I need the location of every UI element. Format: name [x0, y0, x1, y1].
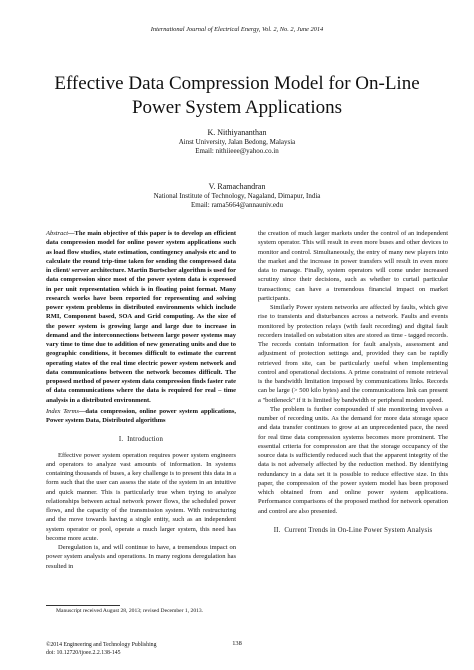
author-email: Email: nithiieee@yahoo.co.in: [195, 147, 279, 156]
author-name: V. Ramachandran: [208, 182, 266, 191]
author-affiliation: Ainst University, Jalan Bedong, Malaysia: [178, 137, 296, 146]
abstract-label: Abstract: [46, 230, 69, 237]
abstract: [46, 229, 236, 405]
author-block-1: [0, 128, 474, 157]
index-terms-label: Index Terms: [46, 407, 79, 415]
body-paragraph-1: the creation of much larger markets under the control of an independent system operator. This will result in even more buses and other devices to monitor and control. Simultaneously, the entry of many new players into the market and the increase in power transfers will result in even more data to manage. Finally, system operators will come under increased scrutiny since their decisions, such as whether to curtail particular transactions; can have a tremendous financial impact on market participants.: [258, 230, 448, 302]
index-terms: [46, 407, 236, 426]
copyright-text: ©2014 Engineering and Technology Publishing: [46, 642, 157, 648]
section-heading-current-trends: II. Current Trends in On-Line Power System Analysis: [273, 526, 433, 534]
journal-header: International Journal of Electrical Energy, Vol. 2, No. 2, June 2014: [150, 26, 324, 33]
author-affiliation: National Institute of Technology, Nagaland, Dimapur, India: [153, 191, 321, 200]
right-column: [258, 229, 448, 541]
doi-text: doi: 10.12720/ijoee.2.2.138-145: [46, 650, 121, 656]
index-terms-text: —data compression, online power system applications, Power system Data, Distributed algorithms: [46, 407, 236, 424]
author-name: K. Nithiyananthan: [207, 128, 267, 137]
manuscript-footnote: Manuscript received August 28, 2013; revised December 1, 2013.: [56, 608, 204, 614]
author-email: Email: rama5664@annauniv.edu: [191, 201, 283, 210]
body-paragraph-2: Similarly Power system networks are affected by faults, which give rise to transients and disturbances across a network. Faults and events monitored by protection relays (with fault recording) and digital fault recorders installed on substation sites are stored as time - tagged records. The records contain information for fault analysis, assessment and adjustment of protection settings and, provided they can be rapidly retrieved from site, can be particularly useful when implementing control and operational decisions. A prime constraint of remote retrieval is the bandwidth limitation imposed by communications links. Records can be large (> 500 kilo bytes) and the communications link can present a "bottleneck" if it is limited by bandwidth or peripheral modem speed.: [258, 304, 448, 404]
left-column: [46, 229, 236, 571]
body-paragraph-3: The problem is further compounded if site monitoring involves a number of recording units. As the demand for more data storage space and data transfer continues to grow at an unprecedented pace, the need for real time data compression systems becomes more prominent. The essential criteria for compression are that the storage occupancy of the source data is sufficiently reduced such that the apparent integrity of the data is not adversely affected by the reduction method. By identifying redundancy in a data set it is possible to reduce effective size. In this paper, the compression of the power system model has been proposed which obtained from and online power system applications. Performance comparisons of the proposed method for network operation and control are also presented.: [258, 405, 448, 515]
footnote-divider: [46, 605, 120, 606]
page-number: 138: [232, 640, 242, 647]
paper-title: Effective Data Compression Model for On-Line Power System Applications: [54, 73, 420, 118]
intro-paragraph-2: Deregulation is, and will continue to have, a tremendous impact on power system analysis and operations. In many regions deregulation has resulted in: [46, 544, 236, 570]
author-block-2: [0, 182, 474, 211]
section-heading-introduction: I. Introduction: [118, 436, 164, 444]
abstract-text: —The main objective of this paper is to develop an efficient data compression model for online power system applications such as load flow studies, state estimation, contingency analysis etc and to calculate the round trip-time taken for sending the compressed data in client/ server architecture. Martin Burtscher algorithm is used for data compression since most of the power system data is expressed in per unit representation which is in floating point format. Many research works have been reported for representing and solving power system problems in distributed environments which include RMI, Component based, SOA and Grid computing. As the size of the power system is growing large and large due to increase in demand and the interconnections between large power systems may vary time to time due to addition of new generating units and due to geographic conditions, it becomes difficult to estimate the current operating states of the real time electric power system network and data communications between the network becomes difficult. The proposed method of power system data compression finds faster rate of data communications where the data is required for real – time analysis in a distributed environment.: [46, 230, 236, 404]
intro-paragraph-1: Effective power system operation requires power system engineers and operators to analyze vast amounts of information. In systems containing thousands of buses, a key challenge is to present this data in a form such that the user can assess the state of the system in an intuitive and quick manner. This is particularly true when trying to analyze relationships between actual network power flows, the scheduled power flows, and the capacity of the transmission system. With restructuring and the move towards having a single entity, such as an independent system operator or pool, operate a much larger system, this need has become more acute.: [46, 451, 236, 542]
